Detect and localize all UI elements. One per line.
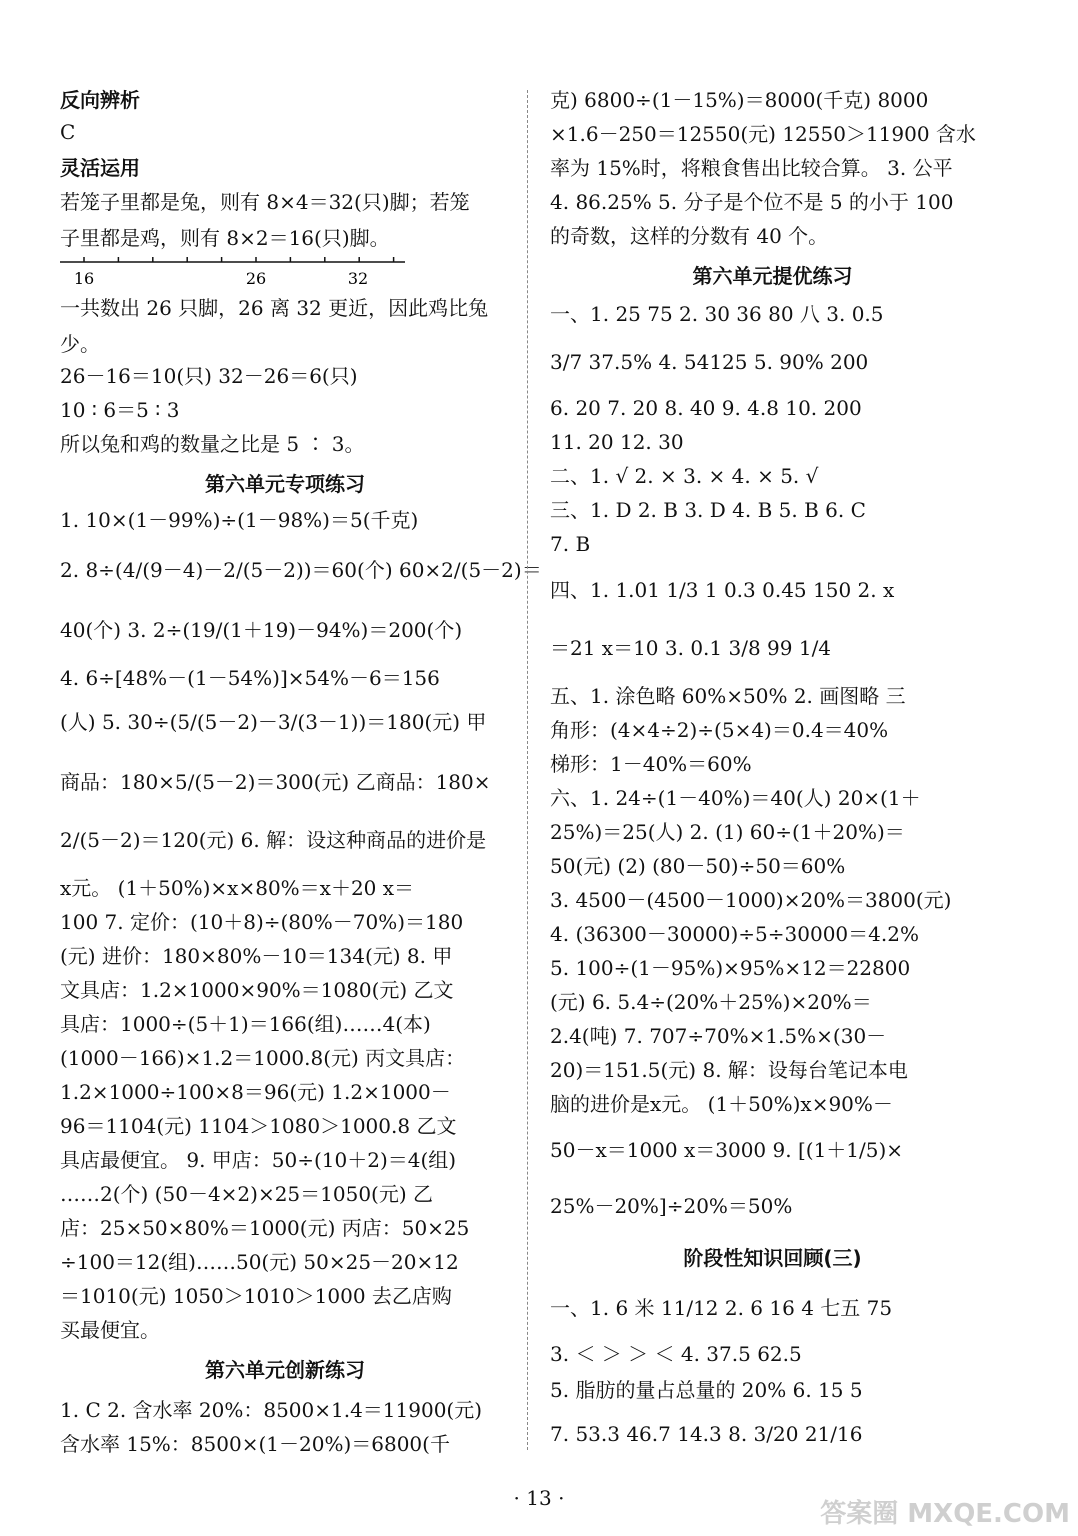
tick-label-16: 16 xyxy=(73,269,95,288)
right-text-line: 20)＝151.5(元) 8. 解：设每台笔记本电 xyxy=(550,1058,908,1082)
right-text-line: 梯形：1－40%＝60% xyxy=(550,752,752,776)
left-text-line: 灵活运用 xyxy=(60,156,140,180)
right-text-line: 角形：(4×4÷2)÷(5×4)＝0.4＝40% xyxy=(550,718,889,742)
right-text-line: 7. B xyxy=(550,532,591,556)
left-text-line: 子里都是鸡，则有 8×2＝16(只)脚。 xyxy=(60,226,390,250)
right-text-line: (元) 6. 5.4÷(20%＋25%)×20%＝ xyxy=(550,990,872,1014)
left-text-line: 若笼子里都是兔，则有 8×4＝32(只)脚；若笼 xyxy=(60,190,470,214)
left-text-line: 反向辨析 xyxy=(60,88,140,112)
right-text-line: 四、1. 1.01 1/3 1 0.3 0.45 150 2. x xyxy=(550,578,895,602)
left-text-line: 具店：1000÷(5＋1)＝166(组)……4(本) xyxy=(60,1012,431,1036)
column-divider xyxy=(527,90,528,1450)
left-text-line: 1.2×1000÷100×8＝96(元) 1.2×1000－ xyxy=(60,1080,451,1104)
right-text-line: 二、1. √ 2. × 3. × 4. × 5. √ xyxy=(550,464,819,488)
section-heading: 阶段性知识回顾(三) xyxy=(683,1246,862,1270)
left-text-line: 具店最便宜。 9. 甲店：50÷(10＋2)＝4(组) xyxy=(60,1148,457,1172)
right-text-line: 50(元) (2) (80－50)÷50＝60% xyxy=(550,854,846,878)
right-text-line: 4. 86.25% 5. 分子是个位不是 5 的小于 100 xyxy=(550,190,954,214)
right-text-line: 一、1. 6 米 11/12 2. 6 16 4 七五 75 xyxy=(550,1296,893,1320)
left-text-line: (元) 进价：180×80%－10＝134(元) 8. 甲 xyxy=(60,944,453,968)
right-text-line: 克) 6800÷(1－15%)＝8000(千克) 8000 xyxy=(550,88,929,112)
section-heading: 第六单元创新练习 xyxy=(205,1358,365,1382)
right-text-line: 率为 15%时，将粮食售出比较合算。 3. 公平 xyxy=(550,156,953,180)
left-text-line: 1. C 2. 含水率 20%：8500×1.4＝11900(元) xyxy=(60,1398,483,1422)
left-text-line: ……2(个) (50－4×2)×25＝1050(元) 乙 xyxy=(60,1182,434,1206)
left-text-line: 少。 xyxy=(60,332,100,356)
left-text-line: 96＝1104(元) 1104＞1080＞1000.8 乙文 xyxy=(60,1114,457,1138)
right-text-line: 50－x＝1000 x＝3000 9. [(1＋1/5)× xyxy=(550,1138,904,1162)
left-text-line: 店：25×50×80%＝1000(元) 丙店：50×25 xyxy=(60,1216,470,1240)
right-text-line: 三、1. D 2. B 3. D 4. B 5. B 6. C xyxy=(550,498,866,522)
right-text-line: 4. (36300－30000)÷5÷30000＝4.2% xyxy=(550,922,919,946)
left-text-line: 4. 6÷[48%－(1－54%)]×54%－6＝156 xyxy=(60,666,440,690)
left-text-line: 2. 8÷(4/(9－4)－2/(5－2))＝60(个) 60×2/(5－2)＝ xyxy=(60,558,542,582)
left-text-line: 40(个) 3. 2÷(19/(1＋19)－94%)＝200(个) xyxy=(60,618,463,642)
left-text-line: (人) 5. 30÷(5/(5－2)－3/(3－1))＝180(元) 甲 xyxy=(60,710,487,734)
left-text-line: (1000－166)×1.2＝1000.8(元) 丙文具店： xyxy=(60,1046,466,1070)
right-text-line: 25%－20%]÷20%＝50% xyxy=(550,1194,793,1218)
left-text-line: x元。 (1＋50%)×x×80%＝x＋20 x＝ xyxy=(60,876,415,900)
right-text-line: ×1.6－250＝12550(元) 12550＞11900 含水 xyxy=(550,122,976,146)
number-line xyxy=(60,254,410,288)
left-text-line: 26－16＝10(只) 32－26＝6(只) xyxy=(60,364,358,388)
tick-label-26: 26 xyxy=(245,269,267,288)
section-heading: 第六单元专项练习 xyxy=(205,472,365,496)
left-text-line: 2/(5－2)＝120(元) 6. 解：设这种商品的进价是 xyxy=(60,828,487,852)
left-text-line: 一共数出 26 只脚，26 离 32 更近，因此鸡比兔 xyxy=(60,296,489,320)
right-text-line: 2.4(吨) 7. 707÷70%×1.5%×(30－ xyxy=(550,1024,887,1048)
right-text-line: 11. 20 12. 30 xyxy=(550,430,684,454)
left-text-line: 买最便宜。 xyxy=(60,1318,160,1342)
left-text-line: 含水率 15%：8500×(1－20%)＝6800(千 xyxy=(60,1432,450,1456)
right-text-line: 6. 20 7. 20 8. 40 9. 4.8 10. 200 xyxy=(550,396,862,420)
left-text-line: 文具店：1.2×1000×90%＝1080(元) 乙文 xyxy=(60,978,454,1002)
right-text-line: 5. 100÷(1－95%)×95%×12＝22800 xyxy=(550,956,911,980)
watermark-logo: 答案圈 MXQE.COM xyxy=(820,1499,1070,1529)
section-heading: 第六单元提优练习 xyxy=(692,264,853,288)
tick-label-32: 32 xyxy=(347,269,369,288)
left-text-line: 100 7. 定价：(10＋8)÷(80%－70%)＝180 xyxy=(60,910,464,934)
right-text-line: 25%)＝25(人) 2. (1) 60÷(1＋20%)＝ xyxy=(550,820,905,844)
right-text-line: 一、1. 25 75 2. 30 36 80 八 3. 0.5 xyxy=(550,302,884,326)
left-text-line: ÷100＝12(组)……50(元) 50×25－20×12 xyxy=(60,1250,459,1274)
left-text-line: ＝1010(元) 1050＞1010＞1000 去乙店购 xyxy=(60,1284,452,1308)
right-text-line: 5. 脂肪的量占总量的 20% 6. 15 5 xyxy=(550,1378,863,1402)
right-text-line: ＝21 x＝10 3. 0.1 3/8 99 1/4 xyxy=(550,636,832,660)
left-text-line: 1. 10×(1－99%)÷(1－98%)＝5(千克) xyxy=(60,508,419,532)
left-text-line: C xyxy=(60,120,76,144)
right-text-line: 脑的进价是x元。 (1＋50%)x×90%－ xyxy=(550,1092,893,1116)
left-text-line: 商品：180×5/(5－2)＝300(元) 乙商品：180× xyxy=(60,770,491,794)
left-text-line: 所以兔和鸡的数量之比是 5 ∶ 3。 xyxy=(60,432,365,456)
left-text-line: 10 ∶ 6＝5 ∶ 3 xyxy=(60,398,180,422)
right-text-line: 五、1. 涂色略 60%×50% 2. 画图略 三 xyxy=(550,684,906,708)
right-text-line: 六、1. 24÷(1－40%)＝40(人) 20×(1＋ xyxy=(550,786,921,810)
right-text-line: 的奇数，这样的分数有 40 个。 xyxy=(550,224,829,248)
right-text-line: 7. 53.3 46.7 14.3 8. 3/20 21/16 xyxy=(550,1422,863,1446)
page-number: · 13 · xyxy=(513,1486,565,1510)
right-text-line: 3. ＜ ＞ ＞ ＜ 4. 37.5 62.5 xyxy=(550,1342,802,1366)
right-text-line: 3/7 37.5% 4. 54125 5. 90% 200 xyxy=(550,350,869,374)
right-text-line: 3. 4500－(4500－1000)×20%＝3800(元) xyxy=(550,888,952,912)
